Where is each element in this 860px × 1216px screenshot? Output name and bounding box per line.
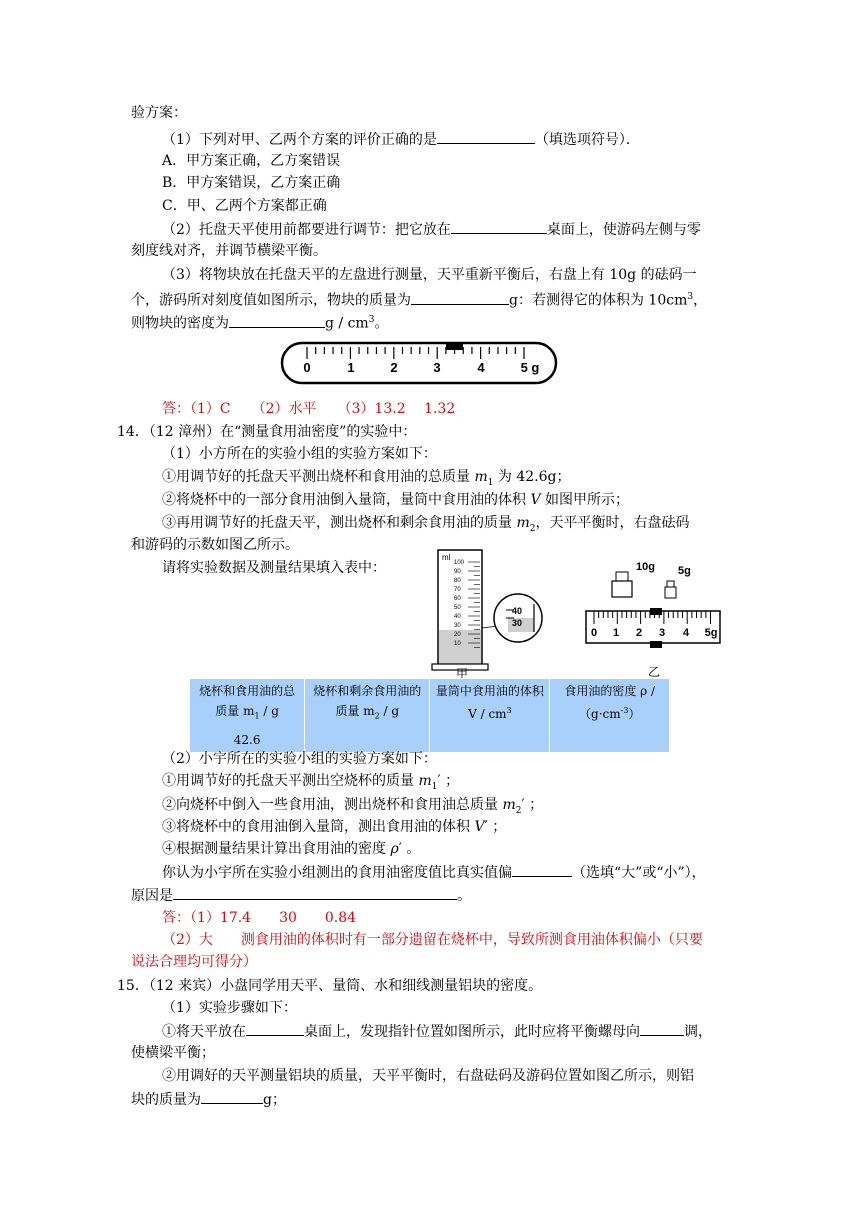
table-header-cell bbox=[190, 679, 305, 728]
zoom-label: 40 bbox=[512, 606, 523, 616]
sub: 2 bbox=[374, 711, 380, 721]
table-header-row bbox=[190, 679, 669, 728]
header-unit: 质量 m bbox=[335, 704, 375, 718]
rider-marker-bottom bbox=[650, 641, 662, 648]
sub: 1 bbox=[254, 711, 260, 721]
text-line bbox=[131, 287, 707, 311]
scale-label: 3 bbox=[658, 627, 666, 639]
answer-blank bbox=[411, 290, 509, 305]
text: ′ 。 bbox=[398, 841, 421, 857]
text: 。 bbox=[374, 315, 389, 332]
var: m bbox=[474, 469, 488, 485]
scale-label: 5 g bbox=[520, 360, 540, 375]
sub: 1 bbox=[431, 781, 438, 792]
sub: 2 bbox=[515, 805, 522, 816]
superscript: 3 bbox=[687, 292, 694, 302]
step-line bbox=[162, 817, 506, 837]
header-unit: 质量 m bbox=[215, 704, 255, 718]
graduated-cylinder-figure bbox=[428, 546, 558, 678]
scale-label: 20 bbox=[454, 632, 461, 638]
text-line: （2）小宇所在的实验小组的实验方案如下： bbox=[162, 751, 437, 767]
scale-label: 30 bbox=[454, 623, 461, 629]
table-cell: 42.6 bbox=[190, 728, 305, 752]
scale-label: 80 bbox=[454, 578, 461, 584]
table-header-cell bbox=[550, 679, 669, 728]
text: 为 42.6g； bbox=[497, 469, 571, 485]
scale-label: 1 bbox=[347, 360, 355, 375]
var: m bbox=[418, 773, 432, 789]
rider-scale-figure bbox=[280, 340, 560, 386]
unit-label: ml bbox=[442, 553, 451, 562]
zoom-label: 30 bbox=[512, 618, 523, 628]
text-line: 和游码的示数如图乙所示。 bbox=[131, 537, 299, 553]
scale-label: 0 bbox=[303, 360, 311, 375]
question-1-line bbox=[162, 129, 640, 150]
table-header-cell bbox=[305, 679, 430, 728]
header-unit: ） bbox=[628, 707, 641, 721]
weight-label: 5g bbox=[678, 565, 691, 577]
text: ②将烧杯中的一部分食用油倒入量筒，量筒中食用油的体积 bbox=[162, 492, 526, 508]
scale-label: 4 bbox=[682, 627, 690, 639]
option-b: B．甲方案错误，乙方案正确 bbox=[162, 175, 341, 191]
scale-label: 1 bbox=[612, 627, 620, 639]
text: 。 bbox=[457, 888, 471, 904]
step-line bbox=[162, 467, 571, 493]
scale-label: 10 bbox=[454, 641, 461, 647]
step-line bbox=[162, 1021, 712, 1042]
answer-blank bbox=[229, 313, 325, 328]
text: ①将天平放在 bbox=[162, 1024, 246, 1040]
question-2-line bbox=[162, 219, 701, 240]
text: （选填“大”或“小”）， bbox=[572, 865, 706, 881]
header-unit: V / cm bbox=[468, 707, 507, 721]
scale-label: 60 bbox=[454, 596, 461, 602]
scale-label: 2 bbox=[635, 627, 643, 639]
superscript: 3 bbox=[368, 315, 375, 325]
text: 如图甲所示； bbox=[545, 492, 630, 508]
text: ， bbox=[693, 292, 708, 309]
scale-label: 70 bbox=[454, 587, 461, 593]
header-line: 烧杯和剩余食用油的 bbox=[313, 684, 422, 698]
answer-14-part2: （2）大 测食用油的体积时有一部分遗留在烧杯中，导致所测食用油体积偏小（只要 bbox=[162, 932, 703, 948]
step-line bbox=[162, 839, 420, 859]
weight-5g-knob bbox=[667, 581, 674, 587]
header-unit: / g bbox=[379, 704, 400, 718]
answer-blank bbox=[451, 219, 547, 234]
text-line: （1）小方所在的实验小组的实验方案如下： bbox=[162, 446, 437, 462]
table-header-cell bbox=[430, 679, 550, 728]
answer-blank bbox=[437, 129, 535, 144]
step-line bbox=[162, 490, 629, 510]
question-15-title: 15．（12 来宾）小盘同学用天平、量筒、水和细线测量铝块的密度。 bbox=[117, 978, 543, 994]
text: 则物块的密度为 bbox=[131, 315, 229, 332]
text: （1）下列对甲、乙两个方案的评价正确的是 bbox=[162, 132, 437, 148]
text: （2）托盘天平使用前都要进行调节：把它放在 bbox=[162, 222, 451, 238]
answer-blank bbox=[512, 862, 572, 877]
weight-10g-body bbox=[612, 581, 632, 597]
answer-blank bbox=[201, 1089, 263, 1104]
scale-label: 3 bbox=[433, 360, 441, 375]
text: ①用调节好的托盘天平测出烧杯和食用油的总质量 bbox=[162, 469, 470, 485]
var: m bbox=[516, 515, 530, 531]
rider-marker bbox=[446, 342, 463, 350]
rider-marker-top bbox=[650, 608, 662, 615]
scale-label: 0 bbox=[590, 627, 598, 639]
text-line: 请将实验数据及测量结果填入表中： bbox=[162, 560, 386, 576]
header-line: 烧杯和食用油的总 bbox=[199, 684, 296, 698]
sup: 3 bbox=[506, 706, 512, 715]
step-line bbox=[162, 771, 459, 797]
header-line: 量筒中食用油的体积 bbox=[435, 684, 544, 698]
var: ρ bbox=[390, 841, 399, 857]
scale-label: 4 bbox=[477, 360, 485, 375]
text-line bbox=[131, 310, 388, 334]
text: 块的质量为 bbox=[131, 1092, 201, 1108]
rider-scale bbox=[586, 611, 720, 643]
text: ②向烧杯中倒入一些食用油，测出烧杯和食用油总质量 bbox=[162, 797, 498, 813]
text-line: 刻度线对齐，并调节横梁平衡。 bbox=[131, 243, 327, 259]
scale-label: 2 bbox=[390, 360, 398, 375]
text: g / cm bbox=[325, 315, 369, 332]
text: ，天平平衡时，右盘砝码 bbox=[535, 515, 690, 531]
header-unit: （g·cm bbox=[579, 707, 621, 721]
answer-blank bbox=[173, 885, 457, 900]
option-a: A．甲方案正确，乙方案错误 bbox=[162, 153, 341, 169]
scale-label: 100 bbox=[454, 560, 465, 566]
answer-blank bbox=[246, 1021, 304, 1036]
scale-label: 40 bbox=[454, 614, 461, 620]
answer-13: 答：（1）C （2）水平 （3）13.2 1.32 bbox=[162, 401, 456, 417]
answer-blank bbox=[640, 1021, 684, 1036]
question-14-title: 14．（12 漳州）在“测量食用油密度”的实验中： bbox=[117, 424, 417, 440]
text: ③再用调节好的托盘天平，测出烧杯和剩余食用油的质量 bbox=[162, 515, 512, 531]
text: 调， bbox=[684, 1024, 712, 1040]
step-line: ②用调好的天平测量铝块的质量，天平平衡时，右盘砝码及游码位置如图乙所示，则铝 bbox=[162, 1068, 694, 1084]
text: ′ ； bbox=[521, 797, 544, 813]
text-line: 使横梁平衡； bbox=[131, 1045, 215, 1061]
header-unit: / g bbox=[259, 704, 279, 718]
caption-yi: 乙 bbox=[648, 665, 661, 679]
answer-14-part1: 答：（1）17.4 30 0.84 bbox=[162, 910, 357, 926]
weight-label: 10g bbox=[636, 561, 655, 573]
caption-jia: 甲 bbox=[456, 667, 469, 678]
weight-5g-body bbox=[665, 587, 676, 598]
sub: 2 bbox=[529, 523, 536, 534]
text: （填选项符号）． bbox=[534, 132, 640, 148]
sup: -3 bbox=[620, 706, 629, 715]
weight-10g-knob bbox=[616, 572, 628, 581]
scale-label: 90 bbox=[454, 569, 461, 575]
answer-14-part2-cont: 说法合理均可得分） bbox=[131, 954, 257, 970]
text-line bbox=[162, 862, 706, 883]
var: V bbox=[530, 492, 541, 508]
text: ①用调节好的托盘天平测出空烧杯的质量 bbox=[162, 773, 414, 789]
text: 桌面上，发现指针位置如图所示，此时应将平衡螺母向 bbox=[304, 1024, 640, 1040]
text: ③将烧杯中的食用油倒入量筒，测出食用油的体积 bbox=[162, 819, 470, 835]
balance-weights-figure bbox=[582, 556, 728, 680]
question-3-line: （3）将物块放在托盘天平的左盘进行测量，天平重新平衡后，右盘上有 10g 的砝码一 bbox=[162, 267, 697, 283]
header-line: 食用油的密度 ρ / bbox=[564, 684, 656, 698]
scale-label: 5g bbox=[704, 627, 718, 639]
text: 个，游码所对刻度值如图所示，物块的质量为 bbox=[131, 292, 411, 309]
scale-label: 50 bbox=[454, 605, 461, 611]
text: 你认为小宇所在实验小组测出的食用油密度值比真实值偏 bbox=[162, 865, 512, 881]
text: g； bbox=[263, 1092, 286, 1108]
text: ′ ； bbox=[437, 773, 460, 789]
text-line bbox=[131, 1089, 286, 1110]
sub: 1 bbox=[487, 477, 494, 488]
option-c: C．甲、乙两个方案都正确 bbox=[162, 198, 327, 214]
text-line: （1）实验步骤如下： bbox=[162, 1000, 297, 1016]
text: ′ ； bbox=[484, 819, 507, 835]
var: V bbox=[474, 819, 485, 835]
text: ④根据测量结果计算出食用油的密度 bbox=[162, 841, 386, 857]
text-line: 验方案： bbox=[131, 105, 187, 121]
var: m bbox=[502, 797, 516, 813]
table-cell bbox=[430, 728, 550, 752]
data-table bbox=[190, 679, 669, 752]
text: 桌面上，使游码左侧与零 bbox=[546, 222, 701, 238]
text-line bbox=[131, 885, 471, 906]
text: 原因是 bbox=[131, 888, 173, 904]
text: g：若测得它的体积为 10cm bbox=[509, 292, 688, 309]
table-cell bbox=[550, 728, 669, 752]
